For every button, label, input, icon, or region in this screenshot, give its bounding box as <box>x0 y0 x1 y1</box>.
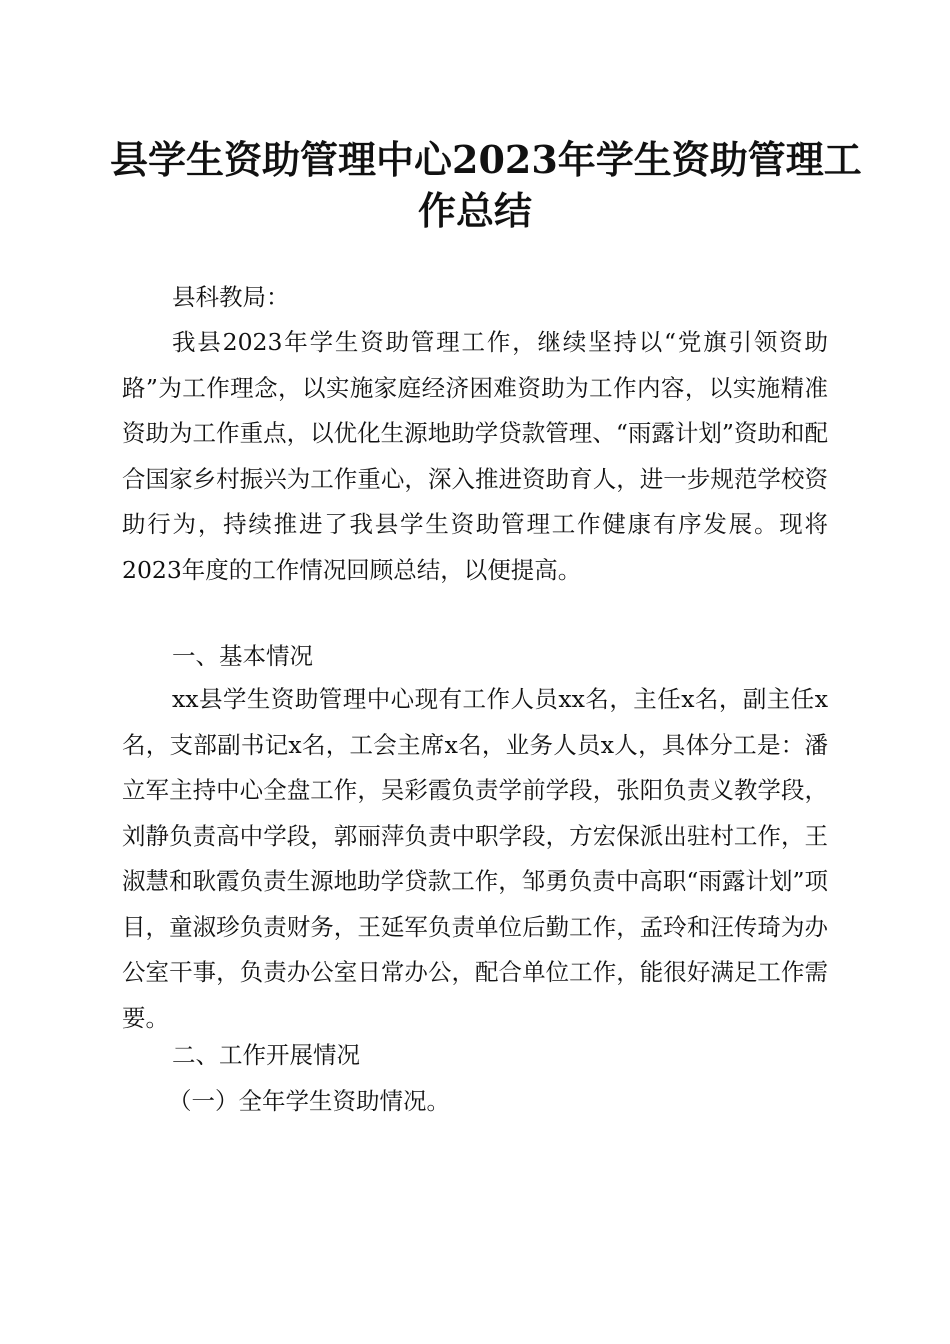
section-2-heading: 二、工作开展情况 <box>172 1041 360 1069</box>
intro-paragraph: 我县2023年学生资助管理工作，继续坚持以“党旗引领资助路”为工作理念，以实施家庭经济困难资助为工作内容，以实施精准资助为工作重点，以优化生源地助学贷款管理、“雨露计划”资助和配合国家乡村振兴为工作重心，深入推进资助育人，进一步规范学校资助行为，持续推进了我县学生资助管理工作健康有序发展。现将2023年度的工作情况回顾总结，以便提高。 <box>122 328 828 584</box>
section-2-subheading-1: （一）全年学生资助情况。 <box>168 1087 450 1115</box>
salutation: 县科教局： <box>172 283 290 311</box>
document-title <box>110 134 862 236</box>
document-title-line-1: 县学生资助管理中心2023年学生资助管理工 <box>110 137 862 182</box>
document-title-line-2: 作总结 <box>417 188 532 233</box>
section-1-heading: 一、基本情况 <box>172 642 313 670</box>
section-1-paragraph: xx县学生资助管理中心现有工作人员xx名，主任x名，副主任x名，支部副书记x名，工会主席x名，业务人员x人，具体分工是：潘立军主持中心全盘工作，吴彩霞负责学前学段，张阳负责义教学段，刘静负责高中学段，郭丽萍负责中职学段，方宏保派出驻村工作，王淑慧和耿霞负责生源地助学贷款工作，邹勇负责中高职“雨露计划”项目，童淑珍负责财务，王延军负责单位后勤工作，孟玲和汪传琦为办公室干事，负责办公室日常办公，配合单位工作，能很好满足工作需要。 <box>122 685 828 1032</box>
